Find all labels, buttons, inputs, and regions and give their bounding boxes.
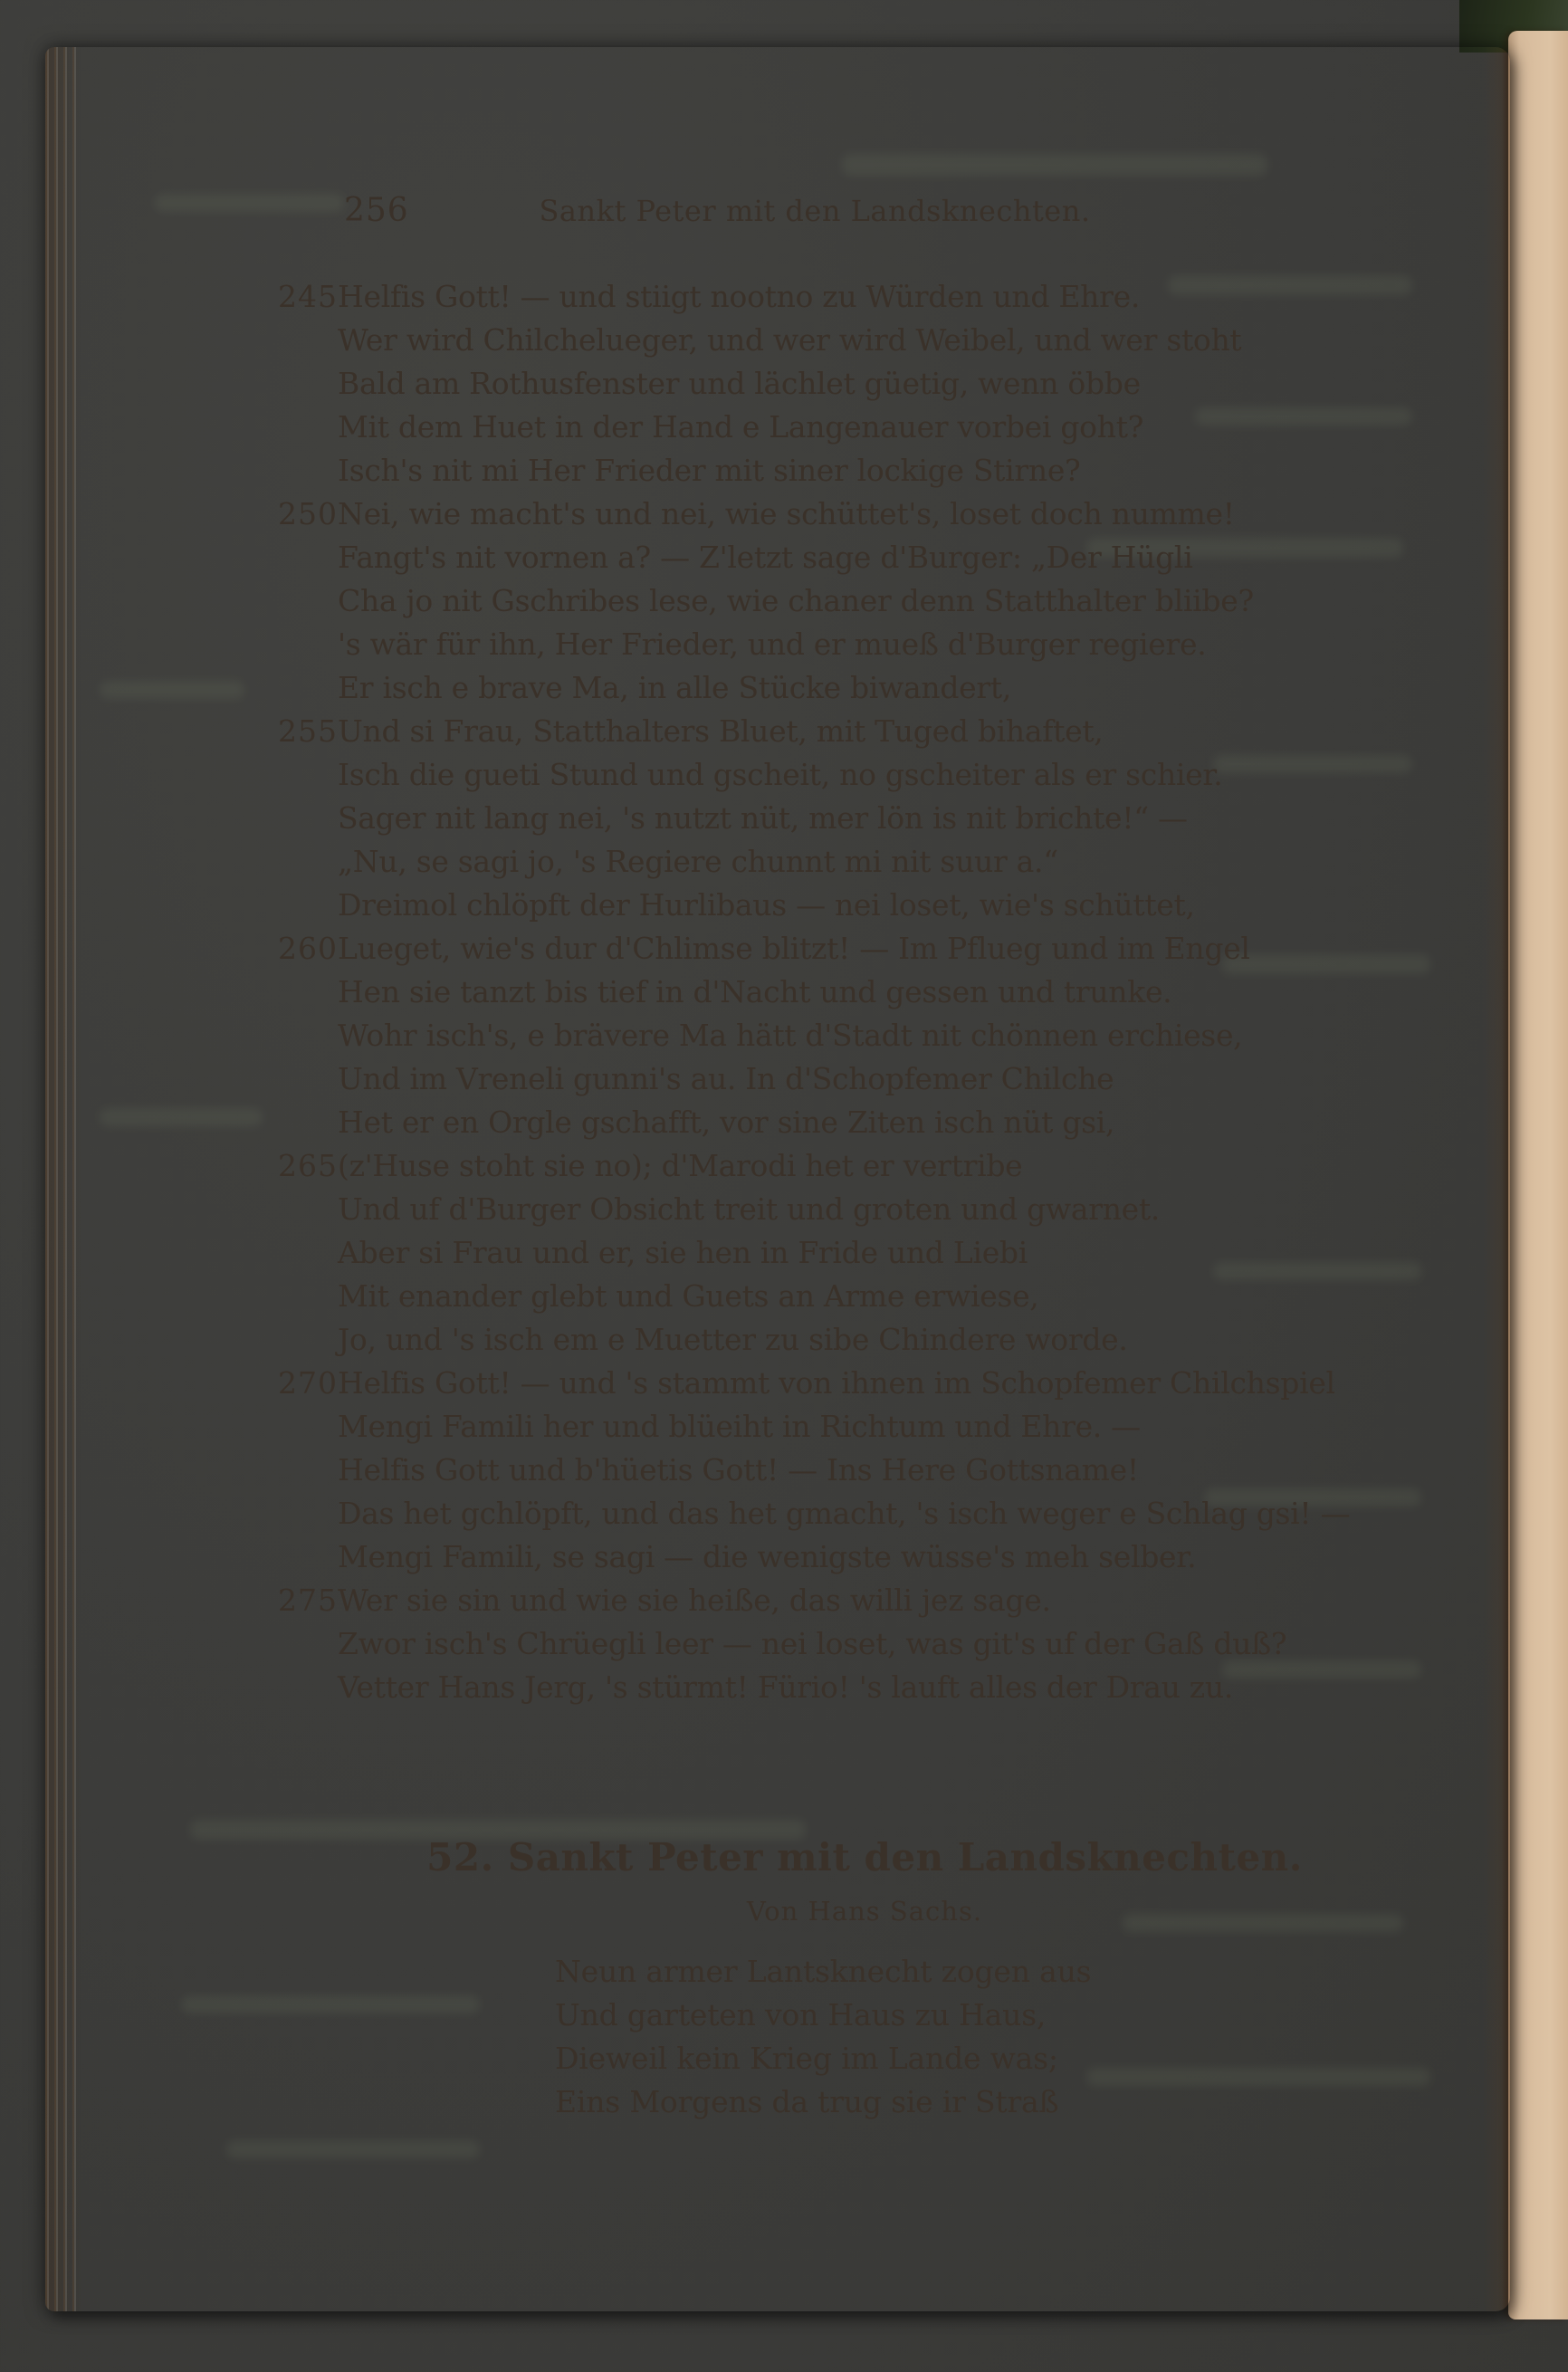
poem-line [278, 275, 1469, 319]
verse-line-number: 260 [278, 931, 338, 966]
verse-line-text: Bald am Rothusfenster und lächlet güetig, wenn öbbe [338, 366, 1141, 401]
verse-line-text: Er isch e brave Ma, in alle Stücke biwandert, [338, 670, 1012, 705]
verse-line-text: 's wär für ihn, Her Frieder, und er mueß d'Burger regiere. [338, 626, 1207, 662]
verse-line-text: Fangt's nit vornen a? — Z'letzt sage d'Burger: „Der Hügli [338, 540, 1193, 575]
poem-block [278, 275, 1469, 1709]
poem-line [338, 840, 1469, 884]
verse-line-text: Mengi Famili her und blüeiht in Richtum und Ehre. — [338, 1409, 1141, 1444]
running-title: Sankt Peter mit den Landsknechten. [539, 194, 1091, 228]
verse-line-text: (z'Huse stoht sie no); d'Marodi het er vertribe [338, 1148, 1023, 1183]
verse-line-number: 255 [278, 713, 338, 749]
poem-line [338, 319, 1469, 362]
show-through [100, 1108, 263, 1126]
verse-line-number: 250 [278, 496, 338, 531]
verse-line-text: „Nu, se sagi jo, 's Regiere chunnt mi nit suur a.“ [338, 844, 1058, 879]
verse-line-text: Mengi Famili, se sagi — die wenigste wüsse's meh selber. [338, 1539, 1197, 1574]
section-byline: Von Hans Sachs. [746, 1896, 983, 1927]
poem-line [338, 1275, 1469, 1318]
verse-line-text: Helfis Gott und b'hüetis Gott! — Ins Here Gottsname! [338, 1452, 1139, 1487]
verse-line-text: Jo, und 's isch em e Muetter zu sibe Chindere worde. [338, 1322, 1128, 1357]
show-through [100, 681, 244, 699]
poem-line [338, 406, 1469, 449]
poem-line [338, 797, 1469, 840]
poem-line [338, 362, 1469, 406]
poem-line [278, 1362, 1469, 1405]
verse-line-text: Cha jo nit Gschribes lese, wie chaner denn Statthalter bliibe? [338, 583, 1254, 618]
verse-line: Dieweil kein Krieg im Lande was; [555, 2041, 1058, 2076]
verse-line-text: Wer sie sin und wie sie heiße, das willi jez sage. [338, 1583, 1051, 1618]
verse-line-text: Hen sie tanzt bis tief in d'Nacht und gessen und trunke. [338, 974, 1172, 1009]
verse-line-text: Vetter Hans Jerg, 's stürmt! Fürio! 's lauft alles der Drau zu. [338, 1669, 1234, 1705]
verse-line-text: Aber si Frau und er, sie hen in Fride und Liebi [338, 1235, 1028, 1270]
verse-line: Eins Morgens da trug sie ir Straß [555, 2084, 1059, 2119]
poem-line [338, 971, 1469, 1014]
poem-line [338, 1014, 1469, 1057]
poem-line [338, 1449, 1469, 1492]
poem-line [338, 536, 1469, 579]
verse-line-text: Zwor isch's Chrüegli leer — nei loset, was git's uf der Gaß duß? [338, 1626, 1287, 1661]
show-through [181, 1995, 480, 2013]
poem-line [338, 623, 1469, 666]
verse-line-text: Wer wird Chilchelueger, und wer wird Weibel, und wer stoht [338, 322, 1242, 358]
verse-line-text: Wohr isch's, e brävere Ma hätt d'Stadt nit chönnen erchiese, [338, 1018, 1243, 1053]
next-page-edge [1508, 31, 1568, 2319]
verse-line-text: Sager nit lang nei, 's nutzt nüt, mer lön is nit brichte!“ — [338, 800, 1188, 836]
verse-line-number: 270 [278, 1365, 338, 1401]
poem-line [338, 449, 1469, 493]
verse-line-text: Helfis Gott! — und stiigt nootno zu Würden und Ehre. [338, 279, 1141, 314]
poem-line [338, 666, 1469, 710]
sachs-verse-block [555, 1950, 1279, 2124]
verse-line-number: 275 [278, 1583, 338, 1618]
page-header [45, 192, 1510, 232]
poem-line [338, 1492, 1469, 1535]
show-through [842, 154, 1267, 176]
verse-line-text: Mit dem Huet in der Hand e Langenauer vorbei goht? [338, 409, 1144, 445]
verse-line-text: Dreimol chlöpft der Hurlibaus — nei loset, wie's schüttet, [338, 887, 1195, 923]
section-heading: 52. Sankt Peter mit den Landsknechten. [426, 1835, 1303, 1879]
poem-line [338, 753, 1469, 797]
poem-line [338, 884, 1469, 927]
poem-line [338, 1188, 1469, 1231]
verse-line-text: Und im Vreneli gunni's au. In d'Schopfemer Chilche [338, 1061, 1114, 1096]
poem-line [278, 493, 1469, 536]
verse-line-text: Lueget, wie's dur d'Chlimse blitzt! — Im Pflueg und im Engel [338, 931, 1250, 966]
poem-line [338, 1535, 1469, 1579]
verse-line-number: 265 [278, 1148, 338, 1183]
poem-line [338, 1231, 1469, 1275]
book-page [45, 47, 1510, 2311]
verse-line-text: Das het gchlöpft, und das het gmacht, 's isch weger e Schlag gsi! — [338, 1496, 1351, 1531]
poem-line [278, 1144, 1469, 1188]
verse-line-text: Isch die gueti Stund und gscheit, no gscheiter als er schier. [338, 757, 1223, 792]
verse-line-text: Mit enander glebt und Guets an Arme erwiese, [338, 1278, 1039, 1314]
show-through [226, 2140, 480, 2158]
poem-line [338, 1318, 1469, 1362]
verse-line-text: Nei, wie macht's und nei, wie schüttet's, loset doch numme! [338, 496, 1235, 531]
poem-line [278, 710, 1469, 753]
verse-line: Und garteten von Haus zu Haus, [555, 1997, 1047, 2032]
verse-line-number: 245 [278, 279, 338, 314]
poem-line [338, 1666, 1469, 1709]
verse-line: Neun armer Lantsknecht zogen aus [555, 1954, 1092, 1989]
verse-line-text: Het er en Orgle gschafft, vor sine Ziten isch nüt gsi, [338, 1105, 1115, 1140]
poem-line [338, 1057, 1469, 1101]
poem-line [278, 1579, 1469, 1622]
poem-line [278, 927, 1469, 971]
poem-line [338, 579, 1469, 623]
poem-line [338, 1622, 1469, 1666]
verse-line-text: Und uf d'Burger Obsicht treit und groten und gwarnet. [338, 1191, 1161, 1227]
page-number: 256 [344, 192, 409, 229]
poem-line [338, 1405, 1469, 1449]
poem-line [338, 1101, 1469, 1144]
verse-line-text: Und si Frau, Statthalters Bluet, mit Tuged bihaftet, [338, 713, 1104, 749]
verse-line-text: Helfis Gott! — und 's stammt von ihnen im Schopfemer Chilchspiel [338, 1365, 1335, 1401]
verse-line-text: Isch's nit mi Her Frieder mit siner lockige Stirne? [338, 453, 1081, 488]
